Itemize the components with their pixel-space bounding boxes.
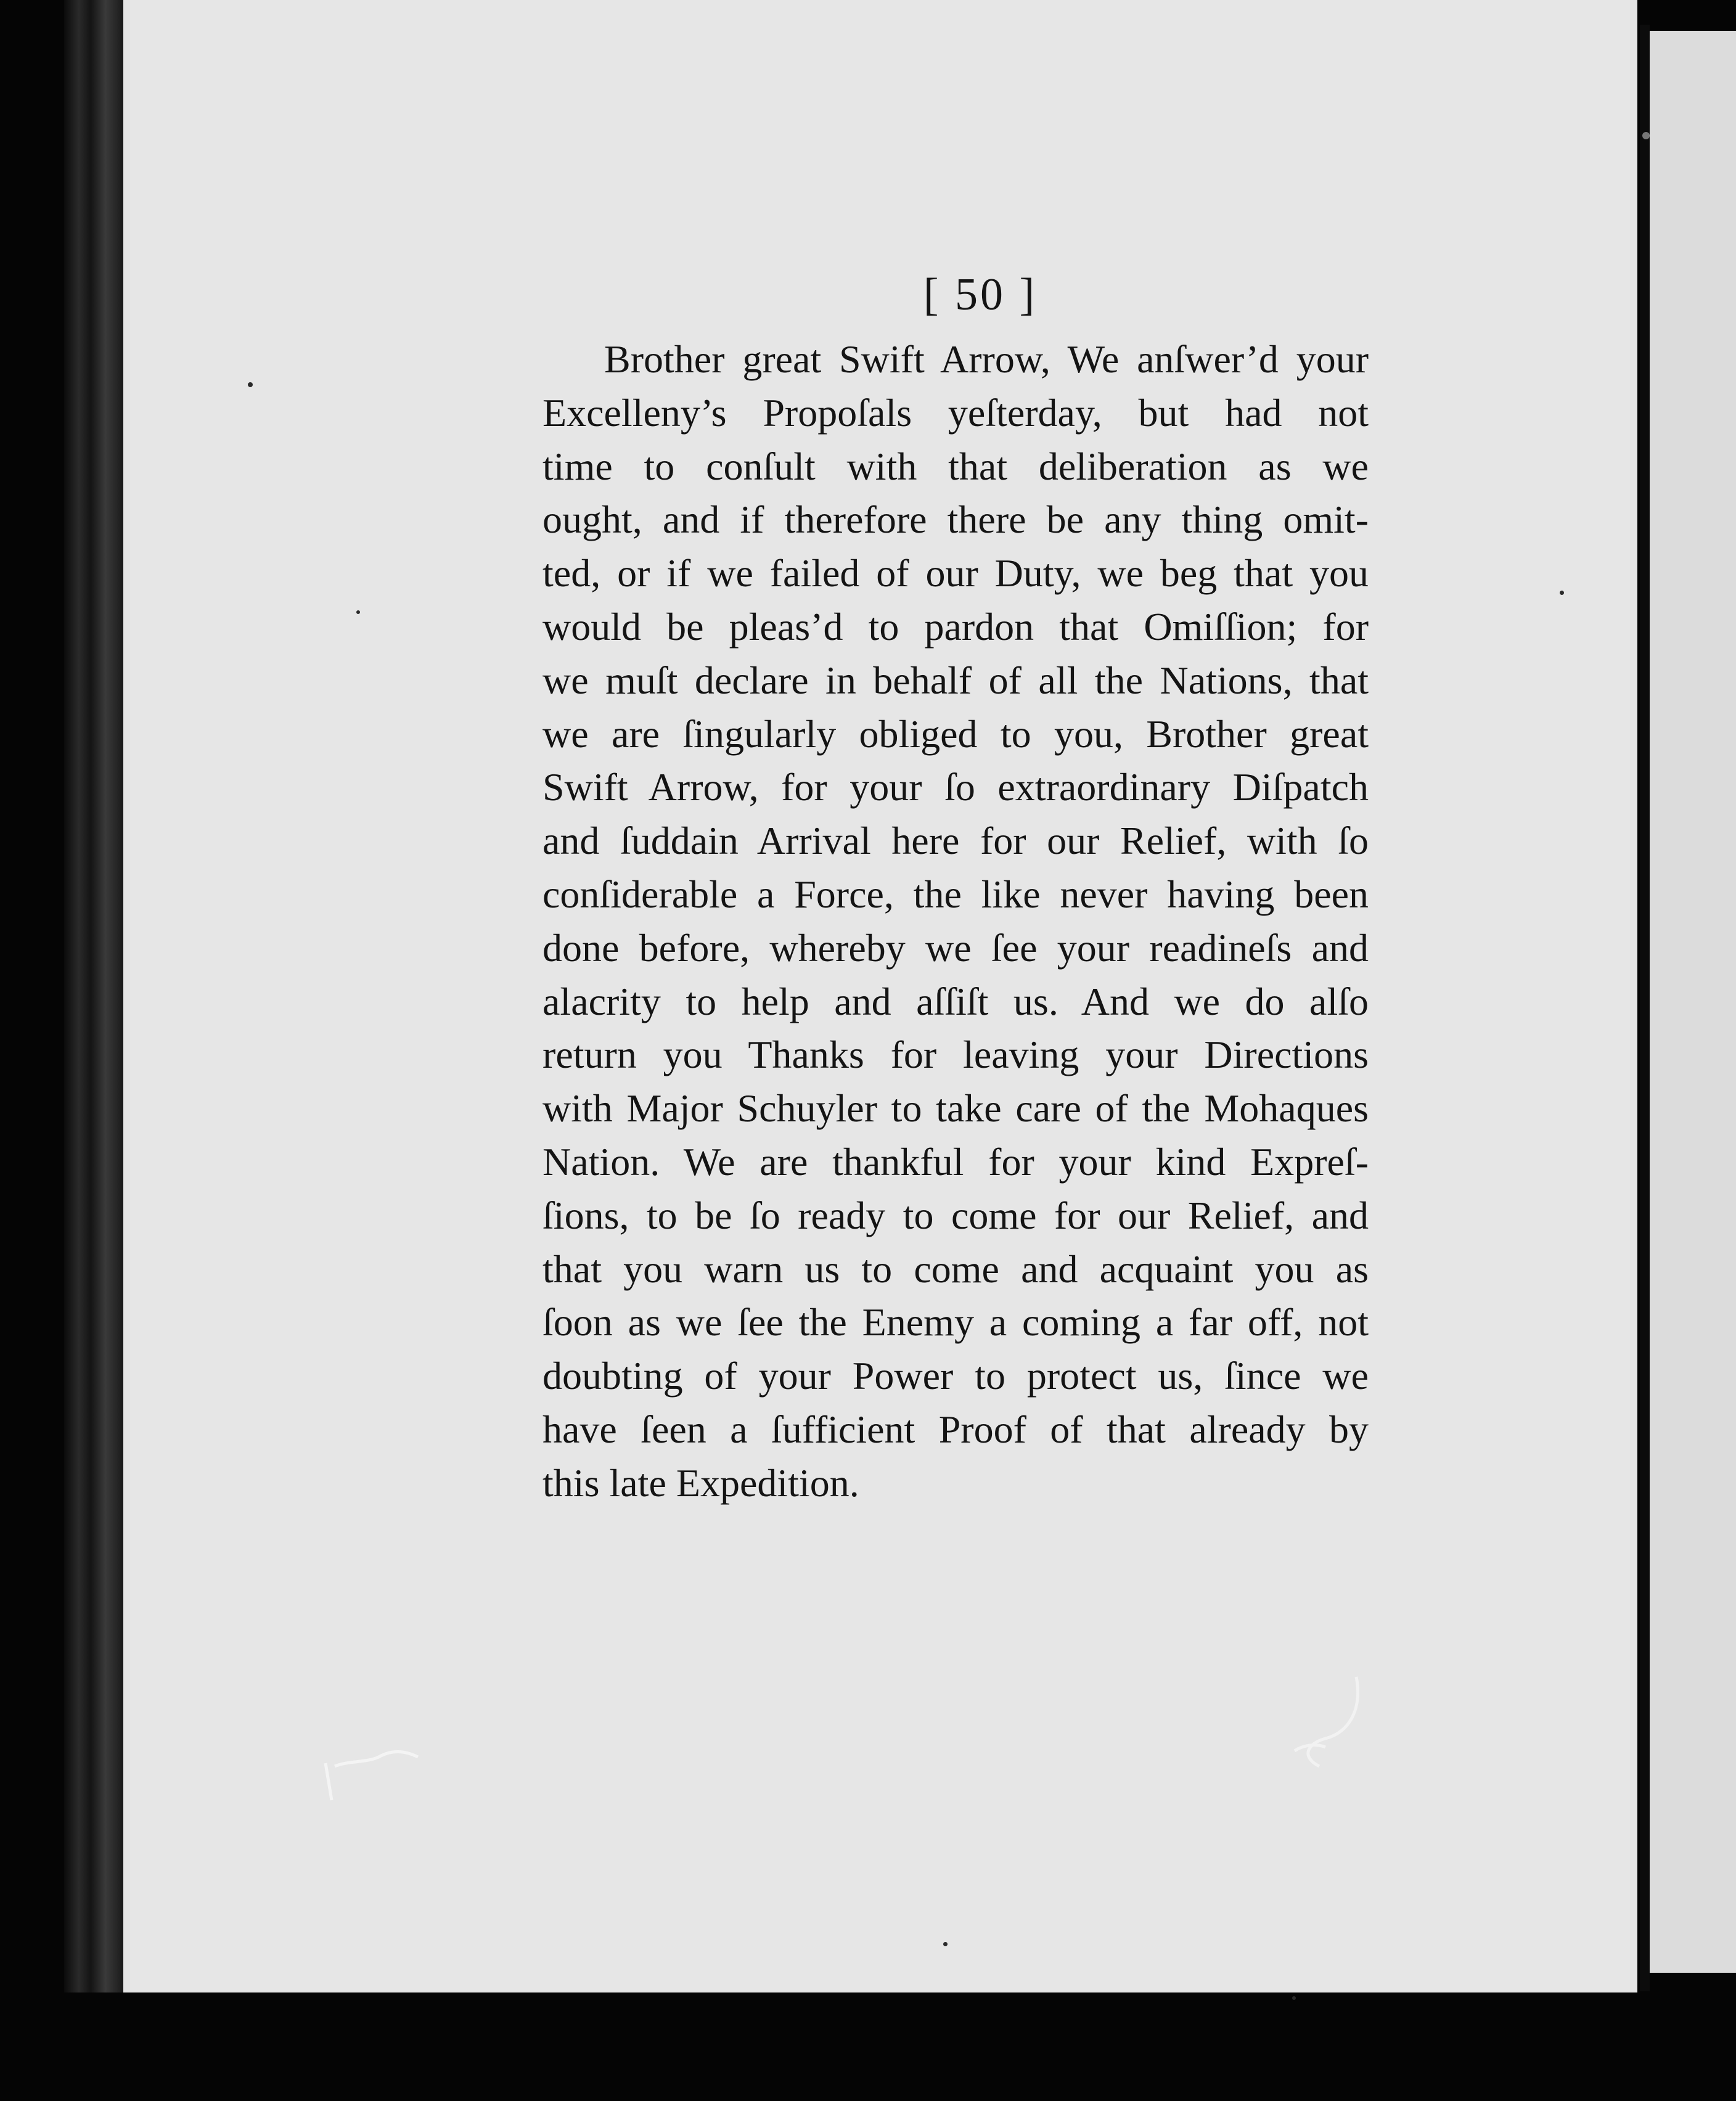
text-line: would be pleas’d to pardon that Omiſſion; for [542, 604, 1369, 649]
text-line: ted, or if we failed of our Duty, we beg that you [542, 551, 1369, 596]
text-line: done before, whereby we ſee your readineſs and [542, 925, 1369, 970]
text-line: with Major Schuyler to take care of the Mohaques [542, 1086, 1369, 1131]
text-line: conſiderable a Force, the like never having been [542, 872, 1369, 916]
paper-speck [1292, 1996, 1296, 2000]
text-line: we are ſingularly obliged to you, Brother great [542, 711, 1369, 756]
text-line: and ſuddain Arrival here for our Relief, with ſo [542, 819, 1369, 863]
adjacent-page-edge [1650, 31, 1736, 1973]
paper-speck [943, 1942, 948, 1946]
paper-mark [313, 1739, 436, 1806]
text-line: return you Thanks for leaving your Directions [542, 1033, 1369, 1077]
page-number: [ 50 ] [923, 269, 1038, 320]
text-line: time to conſult with that deliberation as we [542, 444, 1369, 488]
text-line: alacrity to help and aſſiſt us. And we do alſo [542, 979, 1369, 1023]
paper-speck [356, 610, 360, 614]
text-line: Excelleny’s Propoſals yeſterday, but had not [542, 390, 1369, 435]
text-line: this late Expedition. [542, 1460, 859, 1505]
paper-speck [1642, 132, 1650, 139]
text-line: Swift Arrow, for your ſo extraordinary Diſpatch [542, 765, 1369, 809]
text-line: ſoon as we ſee the Enemy a coming a far off, not [542, 1300, 1369, 1345]
paper-speck [248, 382, 253, 387]
text-line: Nation. We are thankful for your kind Expreſ- [542, 1139, 1369, 1184]
book-spine-edge [64, 0, 123, 1992]
text-line: ought, and if therefore there be any thing omit- [542, 498, 1369, 542]
page-gutter [1640, 25, 1650, 1991]
text-line: have ſeen a ſufficient Proof of that already by [542, 1407, 1369, 1451]
paper-mark [1282, 1665, 1369, 1775]
text-line: ſions, to be ſo ready to come for our Relief, and [542, 1193, 1369, 1237]
text-line: doubting of your Power to protect us, ſince we [542, 1354, 1369, 1398]
body-text [542, 333, 1369, 1510]
paper-speck [1560, 591, 1564, 595]
text-line: we muſt declare in behalf of all the Nations, that [542, 658, 1369, 702]
text-line: that you warn us to come and acquaint you as [542, 1247, 1369, 1291]
text-line: Brother great Swift Arrow, We anſwer’d your [604, 337, 1369, 381]
